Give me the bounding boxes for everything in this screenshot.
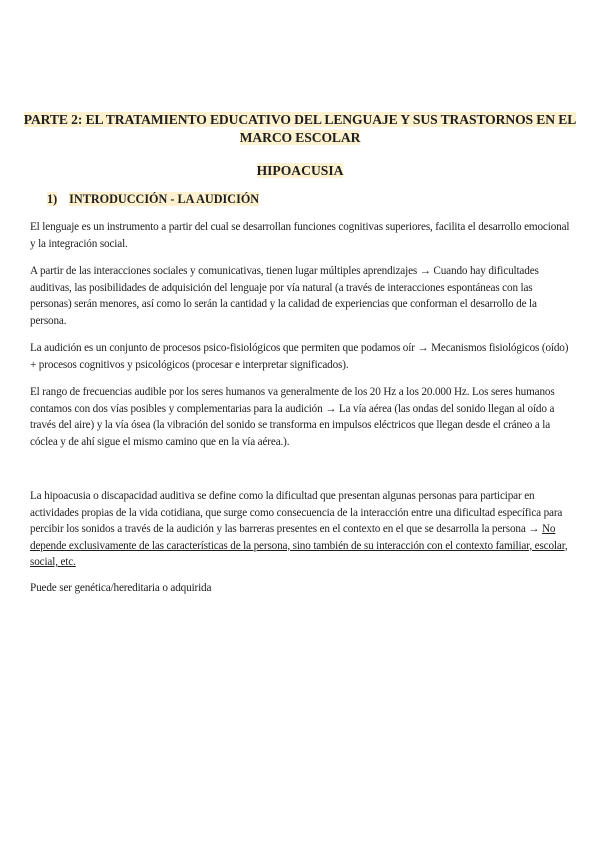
paragraph-4: El rango de frecuencias audible por los seres humanos va generalmente de los 20 Hz a los 20.000 Hz. Los seres humanos contamos con dos vías posibles y complementarias para la audición → La vía aérea (las ondas del sonido llegan al oído a través del aire) y la vía ósea (la vibración del sonido se transforma en impulsos eléctricos que llegan desde el cráneo a la cóclea y de ahí sigue el mismo camino que en la vía aérea.). — [30, 386, 555, 448]
definition-text: La hipoacusia o discapacidad auditiva se define como la dificultad que presentan algunas personas para participar en actividades propias de la vida cotidiana, que surge como consecuencia de la interacción entre una dificultad específica para percibir los sonidos a través de la audición y las barreras presentes en el contexto en el que se desarrolla la persona → — [30, 490, 563, 535]
document-subtitle — [0, 162, 600, 180]
section-number: 1) — [47, 192, 58, 206]
paragraph-3: La audición es un conjunto de procesos psico-fisiológicos que permiten que podamos oír → Mecanismos fisiológicos (oído) + procesos cognitivos y psicológicos (procesar e interpretar significados). — [30, 342, 569, 371]
section-heading-text: INTRODUCCIÓN - LA AUDICIÓN — [69, 192, 260, 206]
paragraph-2: A partir de las interacciones sociales y comunicativas, tienen lugar múltiples aprendizajes → Cuando hay dificultades auditivas, las posibilidades de adquisición del lenguaje por vía natural (a través de interacciones espontáneas con las personas) serán menores, así como lo serán la cantidad y la calidad de experiencias que conforman el desarrollo de la persona. — [30, 265, 539, 327]
definition-paragraph — [30, 488, 570, 571]
document-title-text: PARTE 2: EL TRATAMIENTO EDUCATIVO DEL LENGUAJE Y SUS TRASTORNOS EN EL MARCO ESCOLAR — [23, 112, 577, 145]
paragraph-1: El lenguaje es un instrumento a partir del cual se desarrollan funciones cognitivas superiores, facilita el desarrollo emocional y la integración social. — [30, 221, 570, 250]
section-heading — [47, 191, 259, 208]
closing-paragraph: Puede ser genética/hereditaria o adquirida — [30, 582, 212, 594]
definition-underlined-text: No depende exclusivamente de las características de la persona, sino también de su interacción con el contexto familiar, escolar, social, etc. — [30, 523, 568, 568]
document-subtitle-text: HIPOACUSIA — [256, 163, 344, 178]
document-title — [20, 111, 580, 147]
